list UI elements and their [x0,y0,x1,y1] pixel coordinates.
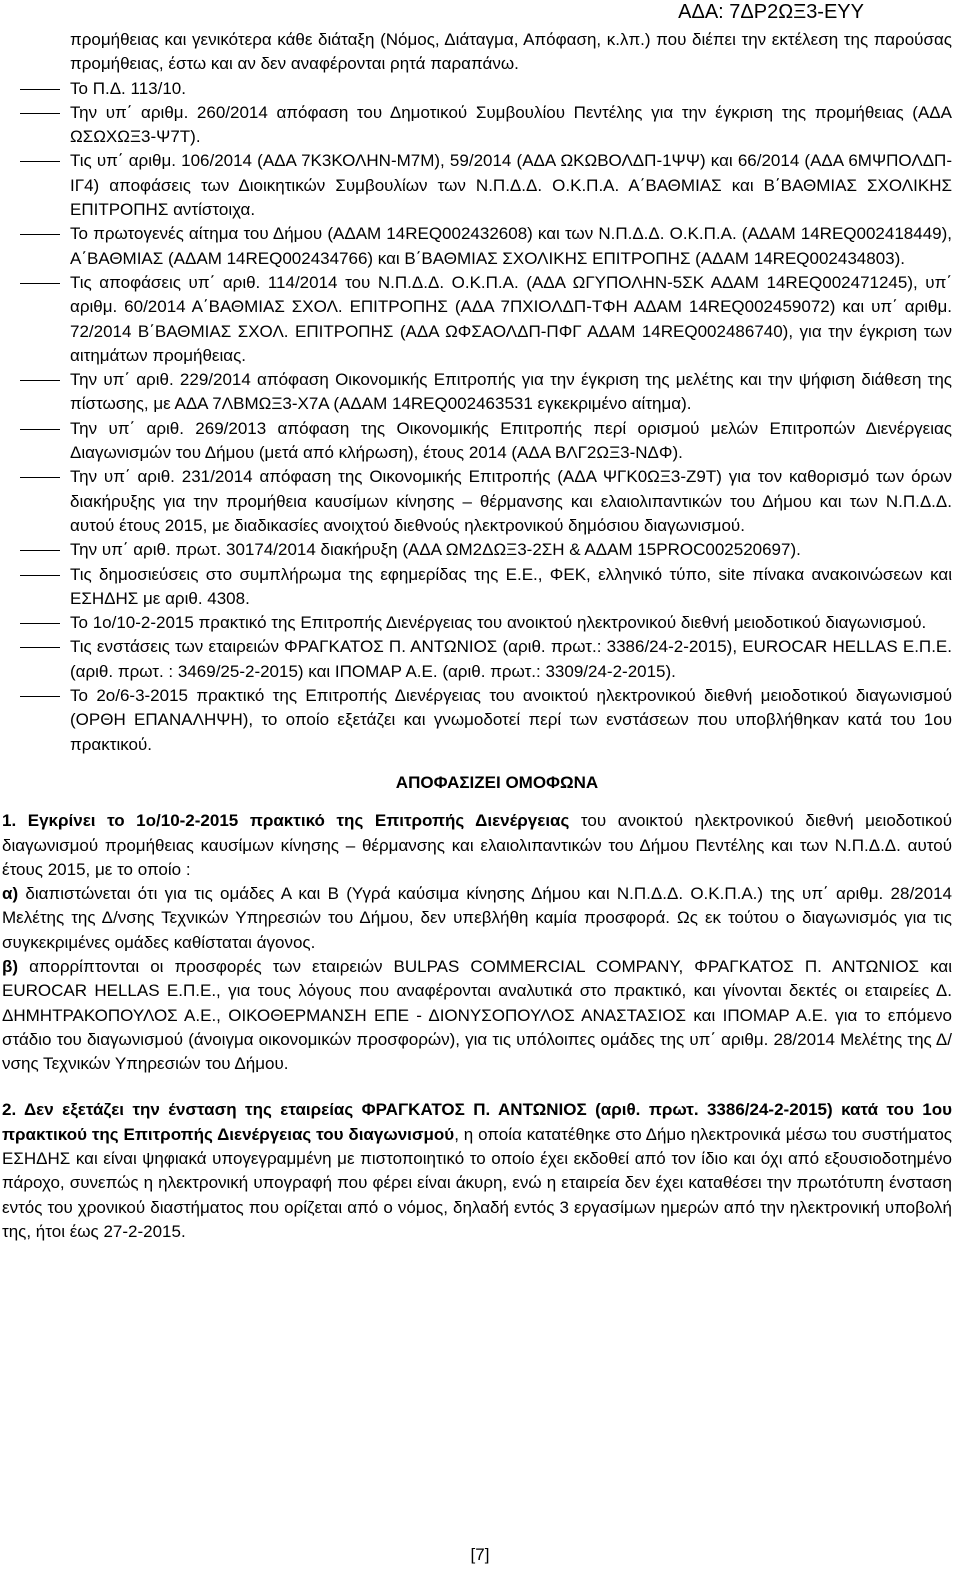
list-item-text: Το 2ο/6-3-2015 πρακτικό της Επιτροπής Διενέργειας του ανοικτού ηλεκτρονικού διεθνή μειοδοτικού διαγωνισμού (ΟΡΘΗ ΕΠΑΝΑΛΗΨΗ), το οποίο εξετάζει και γνωμοδοτεί περί των ενστάσεων που υποβλήθηκαν κατά του 1ου πρακτικού. [70,686,952,754]
list-item-text: Τις δημοσιεύσεις στο συμπλήρωμα της εφημερίδας της Ε.Ε., ΦΕΚ, ελληνικό τύπο, site πίνακα ανακοινώσεων και ΕΣΗΔΗΣ με αριθ. 4308. [70,564,952,608]
decision-2-paragraph [2,1098,952,1244]
ada-header: ΑΔΑ: 7ΔΡ2ΩΞ3-ΕΥΥ [678,1,864,23]
list-item-text: Τις ενστάσεις των εταιρειών ΦΡΑΓΚΑΤΟΣ Π. ΑΝΤΩΝΙΟΣ (αριθ. πρωτ.: 3386/24-2-2015), EUROCAR HELLAS Ε.Π.Ε. (αριθ. πρωτ. : 3469/25-2-2015) και ΙΠΟΜΑΡ Α.Ε. (αριθ. πρωτ.: 3309/24-2-2015). [70,637,952,681]
list-item [2,149,952,222]
list-item-text: Το πρωτογενές αίτημα του Δήμου (ΑΔΑΜ 14REQ002432608) και των Ν.Π.Δ.Δ. Ο.Κ.Π.Α. (ΑΔΑΜ 14REQ002418449), Α΄ΒΑΘΜΙΑΣ (ΑΔΑΜ 14REQ002434766) και Β΄ΒΑΘΜΙΑΣ ΣΧΟΛΙΚΗΣ ΕΠΙΤΡΟΠΗΣ (ΑΔΑΜ 14REQ002434803). [70,224,952,268]
dash-bullet-icon [20,161,60,162]
list-item [2,222,952,271]
decision-1-bold: 1. Εγκρίνει το 1ο/10-2-2015 πρακτικό της Επιτροπής Διενέργειας [2,811,570,831]
list-item-text: Το 1ο/10-2-2015 πρακτικό της Επιτροπής Διενέργειας του ανοικτού ηλεκτρονικού διεθνή μειοδοτικού διαγωνισμού. [70,613,927,633]
decision-1-a-text: διαπιστώνεται ότι για τις ομάδες Α και Β (Υγρά καύσιμα κίνησης Δήμου και Ν.Π.Δ.Δ. Ο.Κ.Π.Α.) της υπ΄ αριθμ. 28/2014 Μελέτης της Δ/νσης Τεχνικών Υπηρεσιών του Δήμου, δεν υπεβλήθη καμία προσφορά. Ως εκ τούτου ο διαγωνισμός για τις συγκεκριμένες ομάδες καθίσταται άγονος. [2,884,952,952]
dash-bullet-icon [20,283,60,284]
decision-2 [2,1098,952,1244]
list-item-text: Την υπ΄ αριθ. 231/2014 απόφαση της Οικονομικής Επιτροπής (ΑΔΑ ΨΓΚ0ΩΞ3-Ζ9Τ) για τον καθορισμό των όρων διακήρυξης για την προμήθεια καυσίμων κίνησης – θέρμανσης και ελαιολιπαντικών του Δήμου και των Ν.Π.Δ.Δ. αυτού έτους 2015, με διαδικασίες ανοιχτού διεθνούς ηλεκτρονικού δημόσιου διαγωνισμού. [70,467,952,535]
dash-bullet-icon [20,89,60,90]
list-item-text: Την υπ΄ αριθ. πρωτ. 30174/2014 διακήρυξη (ΑΔΑ ΩΜ2ΔΩΞ3-2ΣΗ & ΑΔΑΜ 15PROC002520697). [70,540,801,560]
decision-1-text: του ανοικτού ηλεκτρονικού διεθνή μειοδοτικού διαγωνισμού προμήθειας καυσίμων κίνησης – θέρμανσης και ελαιολιπαντικών του Δήμου Πεντέλης και των Ν.Π.Δ.Δ. αυτού έτους 2015, με το οποίο : [2,811,952,879]
dash-bullet-icon [20,113,60,114]
list-item [2,611,952,635]
dash-bullet-icon [20,380,60,381]
list-item-text: Τις αποφάσεις υπ΄ αριθ. 114/2014 του Ν.Π.Δ.Δ. Ο.Κ.Π.Α. (ΑΔΑ ΩΓΥΠΟΛΗΝ-5ΣΚ ΑΔΑΜ 14REQ002471245), υπ΄ αριθμ. 60/2014 Α΄ΒΑΘΜΙΑΣ ΣΧΟΛ. ΕΠΙΤΡΟΠΗΣ (ΑΔΑ 7ΠΧΙΟΛΔΠ-ΤΦΗ ΑΔΑΜ 14REQ002459072) και υπ΄ αριθμ. 72/2014 Β΄ΒΑΘΜΙΑΣ ΣΧΟΛ. ΕΠΙΤΡΟΠΗΣ (ΑΔΑ ΩΦΣΑΟΛΔΠ-ΠΦΓ ΑΔΑΜ 14REQ002486740), για την έγκριση των αιτημάτων προμήθειας. [70,272,952,365]
document-body [2,28,952,1266]
dash-bullet-icon [20,696,60,697]
decision-1-b [2,955,952,1076]
list-item [2,563,952,612]
list-item-text: Την υπ΄ αριθμ. 260/2014 απόφαση του Δημοτικού Συμβουλίου Πεντέλης για την έγκριση της προμήθειας (ΑΔΑ ΩΣΩΧΩΞ3-Ψ7Τ). [70,102,952,147]
list-item [2,417,952,466]
dash-bullet-icon [20,623,60,624]
list-item [2,271,952,368]
decision-1-b-label: β) [2,956,19,976]
dash-bullet-icon [20,575,60,576]
dash-bullet-icon [20,429,60,430]
decision-1-a [2,882,952,955]
considerations-list [2,77,952,757]
dash-bullet-icon [20,550,60,551]
decision-1-a-label: α) [2,884,19,904]
list-item [2,101,952,150]
list-item-text: Το Π.Δ. 113/10. [70,78,186,98]
list-item-text: Τις υπ΄ αριθμ. 106/2014 (ΑΔΑ 7Κ3ΚΟΛΗΝ-Μ7Μ), 59/2014 (ΑΔΑ ΩΚΩΒΟΛΔΠ-1ΨΨ) και 66/2014 (ΑΔΑ 6ΜΨΠΟΛΔΠ-ΙΓ4) αποφάσεις των Διοικητικών Συμβουλίων των Ν.Π.Δ.Δ. Ο.Κ.Π.Α. Α΄ΒΑΘΜΙΑΣ και Β΄ΒΑΘΜΙΑΣ ΣΧΟΛΙΚΗΣ ΕΠΙΤΡΟΠΗΣ αντίστοιχα. [70,151,952,220]
list-item [2,465,952,538]
decision-1-b-text: απορρίπτονται οι προσφορές των εταιρειών BULPAS COMMERCIAL COMPANY, ΦΡΑΓΚΑΤΟΣ Π. ΑΝΤΩΝΙΟΣ και EUROCAR HELLAS Ε.Π.Ε., για τους λόγους που αναφέρονται αναλυτικά στο πρακτικό, και γίνονται δεκτές οι εταιρείες Δ. ΔΗΜΗΤΡΑΚΟΠΟΥΛΟΣ Α.Ε., ΟΙΚΟΘΕΡΜΑΝΣΗ ΕΠΕ - ΔΙΟΝΥΣΟΠΟΥΛΟΣ ΑΝΑΣΤΑΣΙΟΣ και ΙΠΟΜΑΡ Α.Ε. για το επόμενο στάδιο του διαγωνισμού (άνοιγμα οικονομικών προσφορών), για τις υπόλοιπες ομάδες της υπ΄ αριθμ. 28/2014 Μελέτης της Δ/νσης Τεχνικών Υπηρεσιών του Δήμου. [2,956,952,1074]
dash-bullet-icon [20,477,60,478]
list-item [2,368,952,417]
decision-1 [2,809,952,1076]
dash-bullet-icon [20,234,60,235]
decision-heading: ΑΠΟΦΑΣΙΖΕΙ ΟΜΟΦΩΝΑ [395,772,599,792]
list-item [2,684,952,757]
list-item-text: Την υπ΄ αριθ. 229/2014 απόφαση Οικονομικής Επιτροπής για την έγκριση της μελέτης και την ψήφιση διάθεση της πίστωσης, με ΑΔΑ 7ΛΒΜΩΞ3-Χ7Α (ΑΔΑΜ 14REQ002463531 εγκεκριμένο αίτημα). [70,370,952,414]
list-item [2,538,952,562]
decision-2-bold: 2. Δεν εξετάζει την ένσταση της εταιρείας ΦΡΑΓΚΑΤΟΣ Π. ΑΝΤΩΝΙΟΣ (αριθ. πρωτ. 3386/24-2-2015) κατά του 1ου πρακτικού της Επιτροπής Διενέργειας του διαγωνισμού [2,1100,952,1144]
continuation-text: προμήθειας και γενικότερα κάθε διάταξη (Νόμος, Διάταγμα, Απόφαση, κ.λπ.) που διέπει την εκτέλεση της παρούσας προμήθειας, έστω και αν δεν αναφέρονται ρητά παραπάνω. [70,30,952,74]
decision-1-intro [2,809,952,882]
page-number: [7] [470,1545,490,1564]
decision-2-text: , η οποία κατατέθηκε στο Δήμο ηλεκτρονικά μέσω του συστήματος ΕΣΗΔΗΣ και είναι ψηφιακά υπογεγραμμένη με πιστοποιητικό το οποίο έχει εκδοθεί από τον ίδιο και όχι από εξουσιοδοτημένο πάροχο, συνεπώς η ηλεκτρονική υπογραφή που φέρει είναι άκυρη, ενώ η εταιρεία δεν έχει καταθέσει την πρωτότυπη ένσταση εντός του χρονικού διαστήματος που ορίζεται από ο νόμος, δηλαδή εντός 3 εργασίμων ημερών από την ηλεκτρονική υποβολή της, ήτοι έως 27-2-2015. [2,1124,953,1241]
list-item-text: Την υπ΄ αριθ. 269/2013 απόφαση της Οικονομικής Επιτροπής περί ορισμού μελών Επιτροπών Διενέργειας Διαγωνισμών του Δήμου (μετά από κλήρωση), έτους 2014 (ΑΔΑ ΒΛΓ2ΩΞ3-ΝΔΦ). [70,418,952,463]
dash-bullet-icon [20,647,60,648]
list-item [2,77,952,101]
list-item [2,635,952,684]
